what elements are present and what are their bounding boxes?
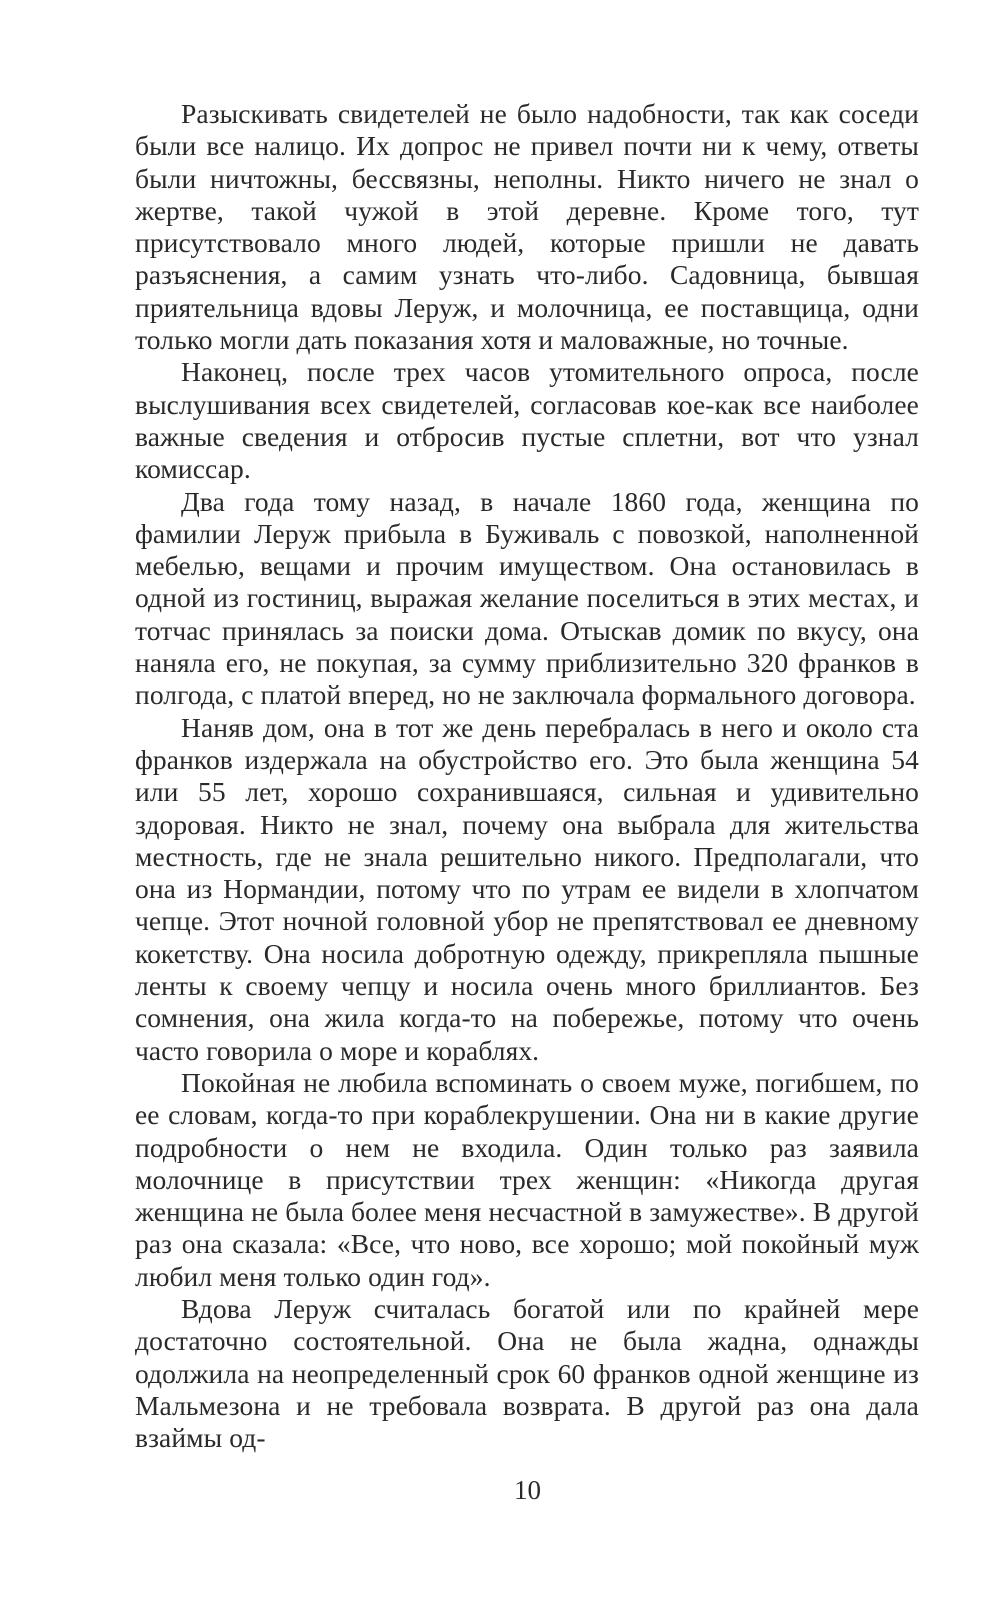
paragraph-5: Покойная не любила вспоминать о своем муже, погибшем, по ее словам, когда-то при кораблекрушении. Она ни в какие другие подробности о нем не входила. Один только раз заявила молочнице в присутствии трех женщин: «Никогда другая женщина не была более меня несчастной в замужестве». В другой раз она сказала: «Все, что ново, все хорошо; мой покойный муж любил меня только один год». [135, 1066, 919, 1292]
paragraph-2: Наконец, после трех часов утомительного опроса, после выслушивания всех свидетелей, согласовав кое-как все наиболее важные сведения и отбросив пустые сплетни, вот что узнал комиссар. [135, 356, 919, 485]
page-number: 10 [514, 1475, 541, 1505]
paragraph-1: Разыскивать свидетелей не было надобности, так как соседи были все налицо. Их допрос не привел почти ни к чему, ответы были ничтожны, бессвязны, неполны. Никто ничего не знал о жертве, такой чужой в этой деревне. Кроме того, тут присутствовало много людей, которые пришли не давать разъяснения, а самим узнать что-либо. Садовница, бывшая приятельница вдовы Леруж, и молочница, ее поставщица, одни только могли дать показания хотя и маловажные, но точные. [135, 98, 919, 356]
paragraph-6: Вдова Леруж считалась богатой или по крайней мере достаточно состоятельной. Она не была жадна, однажды одолжила на неопределенный срок 60 франков одной женщине из Мальмезона и не требовала возврата. В другой раз она дала взаймы од- [135, 1292, 919, 1454]
paragraph-3: Два года тому назад, в начале 1860 года, женщина по фамилии Леруж прибыла в Буживаль с повозкой, наполненной мебелью, вещами и прочим имуществом. Она остановилась в одной из гостиниц, выражая желание поселиться в этих местах, и тотчас принялась за поиски дома. Отыскав домик по вкусу, она наняла его, не покупая, за сумму приблизительно 320 франков в полгода, с платой вперед, но не заключала формального договора. [135, 485, 919, 711]
page-body [135, 98, 919, 1454]
paragraph-4: Наняв дом, она в тот же день перебралась в него и около ста франков издержала на обустройство его. Это была женщина 54 или 55 лет, хорошо сохранившаяся, сильная и удивительно здоровая. Никто не знал, почему она выбрала для жительства местность, где не знала решительно никого. Предполагали, что она из Нормандии, потому что по утрам ее видели в хлопчатом чепце. Этот ночной головной убор не препятствовал ее дневному кокетству. Она носила добротную одежду, прикрепляла пышные ленты к своему чепцу и носила очень много бриллиантов. Без сомнения, она жила когда-то на побережье, потому что очень часто говорила о море и кораблях. [135, 711, 919, 1066]
